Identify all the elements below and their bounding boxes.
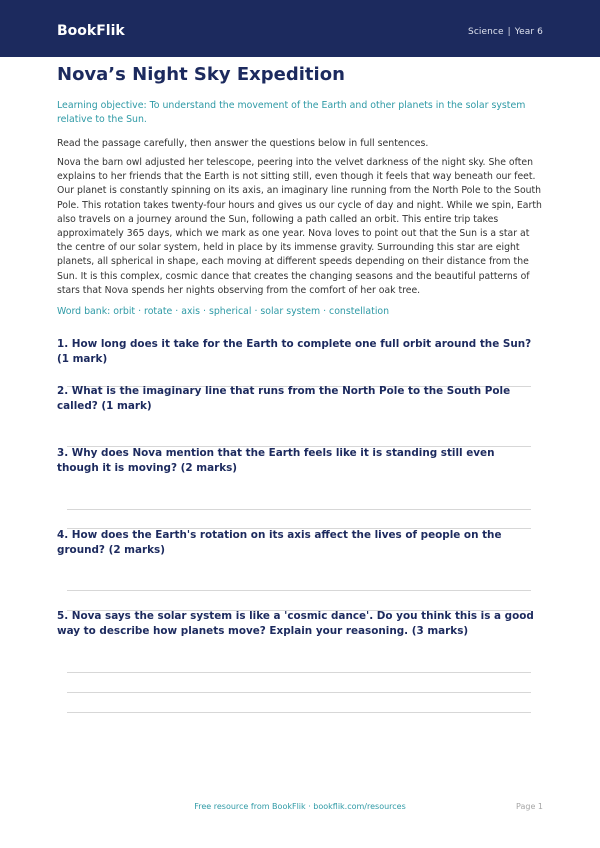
meta-separator: | <box>507 27 511 37</box>
brand-logo: BookFlik <box>57 23 125 39</box>
answer-line[interactable] <box>67 509 531 510</box>
page-number: Page 1 <box>516 802 543 811</box>
page-title: Nova’s Night Sky Expedition <box>57 64 345 85</box>
question-2: 2. What is the imaginary line that runs from the North Pole to the South Pole called? (1 mark) <box>57 385 511 412</box>
page-header <box>0 0 600 57</box>
question-5: 5. Nova says the solar system is like a 'cosmic dance'. Do you think this is a good way to describe how planets move? Explain your reasoning. (3 marks) <box>57 610 534 637</box>
reading-passage: Nova the barn owl adjusted her telescope, peering into the velvet darkness of the night sky. She often explains to her friends that the Earth is not sitting still, even though it feels that way beneath our feet. Our planet is constantly spinning on its axis, an imaginary line running from the North Pole to the South Pole. This rotation takes twenty-four hours and gives us our cycle of day and night. While we spin, Earth also travels on a journey around the Sun, following a path called an orbit. This entire trip takes approximately 365 days, which we mark as one year. Nova loves to point out that the Sun is a star at the centre of our solar system, held in place by its immense gravity. Surrounding this star are eight planets, all spherical in shape, each moving at different speeds depending on their distance from the Sun. It is this complex, cosmic dance that creates the changing seasons and the beautiful patterns of stars that Nova spends her nights observing from the comfort of her oak tree. <box>57 157 542 296</box>
learning-objective: Learning objective: To understand the movement of the Earth and other planets in the solar system relative to the Sun. <box>57 100 526 125</box>
question-4: 4. How does the Earth's rotation on its axis affect the lives of people on the ground? (2 marks) <box>57 529 502 556</box>
question-3: 3. Why does Nova mention that the Earth feels like it is standing still even though it is moving? (2 marks) <box>57 447 495 474</box>
year-label: Year 6 <box>514 27 543 37</box>
subject-label: Science <box>468 27 504 37</box>
answer-line[interactable] <box>67 590 531 591</box>
answer-line[interactable] <box>67 692 531 693</box>
instructions: Read the passage carefully, then answer the questions below in full sentences. <box>57 138 429 149</box>
footer-credit: Free resource from BookFlik · bookflik.com/resources <box>194 802 406 811</box>
answer-line[interactable] <box>67 672 531 673</box>
question-1: 1. How long does it take for the Earth to complete one full orbit around the Sun? (1 mark) <box>57 338 532 365</box>
header-meta <box>468 27 543 37</box>
answer-line[interactable] <box>67 712 531 713</box>
word-bank: Word bank: orbit · rotate · axis · spherical · solar system · constellation <box>57 306 390 317</box>
